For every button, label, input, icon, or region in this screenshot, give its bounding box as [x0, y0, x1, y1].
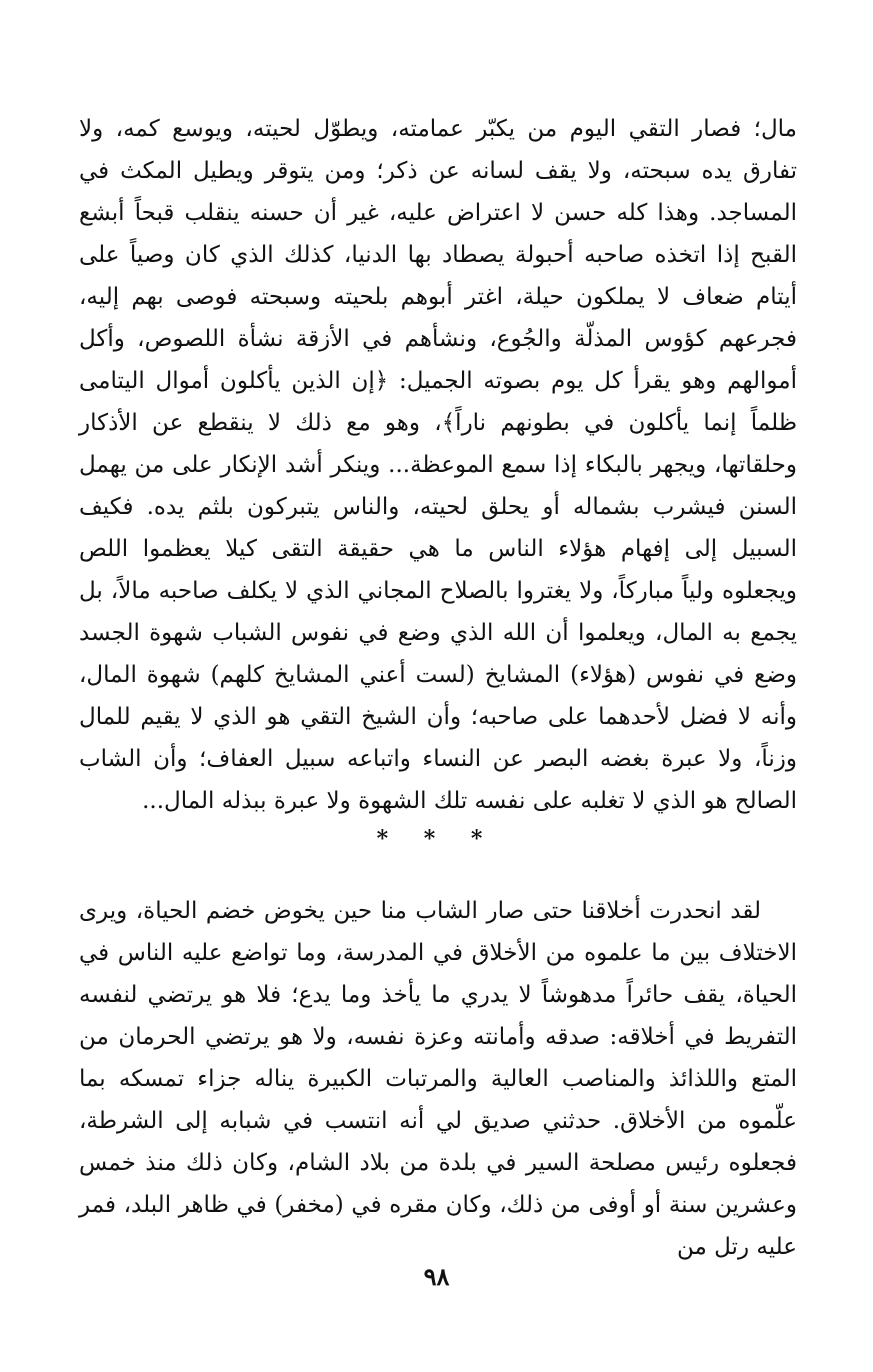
page-number: ٩٨ [423, 1262, 450, 1291]
paragraph-2-text: لقد انحدرت أخلاقنا حتى صار الشاب منا حين يخوض خضم الحياة، ويرى الاختلاف بين ما علموه من الأخلاق في المدرسة، وما تواضع عليه الناس في الحياة، يقف حائراً مدهوشاً لا يدري ما يأخذ وما يدع؛ فلا هو يرتضي لنفسه التفريط في أخلاقه: صدقه وأمانته وعزة نفسه، ولا هو يرتضي الحرمان من المتع واللذائذ والمناصب العالية والمرتبات الكبيرة يناله جزاء تمسكه بما علّموه من الأخلاق. حدثني صديق لي أنه انتسب في شبابه إلى الشرطة، فجعلوه رئيس مصلحة السير في بلدة من بلاد الشام، وكان ذلك منذ خمس وعشرين سنة أو أوفى من ذلك، وكان مقره في (مخفر) في ظاهر البلد، فمر عليه رتل من [79, 898, 797, 1260]
paragraph-2 [79, 890, 797, 1268]
paragraph-1: مال؛ فصار التقي اليوم من يكبّر عمامته، ويطوّل لحيته، ويوسع كمه، ولا تفارق يده سبحته، ولا يقف لسانه عن ذكر؛ ومن يتوقر ويطيل المكث في المساجد. وهذا كله حسن لا اعتراض عليه، غير أن حسنه ينقلب قبحاً أبشع القبح إذا اتخذه صاحبه أحبولة يصطاد بها الدنيا، كذلك الذي كان وصياً على أيتام ضعاف لا يملكون حيلة، اغتر أبوهم بلحيته وسبحته فوصى بهم إليه، فجرعهم كؤوس المذلّة والجُوع، ونشأهم في الأزقة نشأة اللصوص، وأكل أموالهم وهو يقرأ كل يوم بصوته الجميل: ﴿إن الذين يأكلون أموال اليتامى ظلماً إنما يأكلون في بطونهم ناراً﴾، وهو مع ذلك لا ينقطع عن الأذكار وحلقاتها، ويجهر بالبكاء إذا سمع الموعظة... وينكر أشد الإنكار على من يهمل السنن فيشرب بشماله أو يحلق لحيته، والناس يتبركون بلثم يده. فكيف السبيل إلى إفهام هؤلاء الناس ما هي حقيقة التقى كيلا يعظموا اللص ويجعلوه ولياً مباركاً، ولا يغتروا بالصلاح المجاني الذي لا يكلف صاحبه مالاً، بل يجمع به المال، ويعلموا أن الله الذي وضع في نفوس الشباب شهوة الجسد وضع في نفوس (هؤلاء) المشايخ (لست أعني المشايخ كلهم) شهوة المال، وأنه لا فضل لأحدهما على صاحبه؛ وأن الشيخ التقي هو الذي لا يقيم للمال وزناً، ولا عبرة بغضه البصر عن النساء واتباعه سبيل العفاف؛ وأن الشاب الصالح هو الذي لا تغلبه على نفسه تلك الشهوة ولا عبرة ببذله المال... [79, 116, 797, 814]
section-separator: * * * [376, 826, 497, 852]
